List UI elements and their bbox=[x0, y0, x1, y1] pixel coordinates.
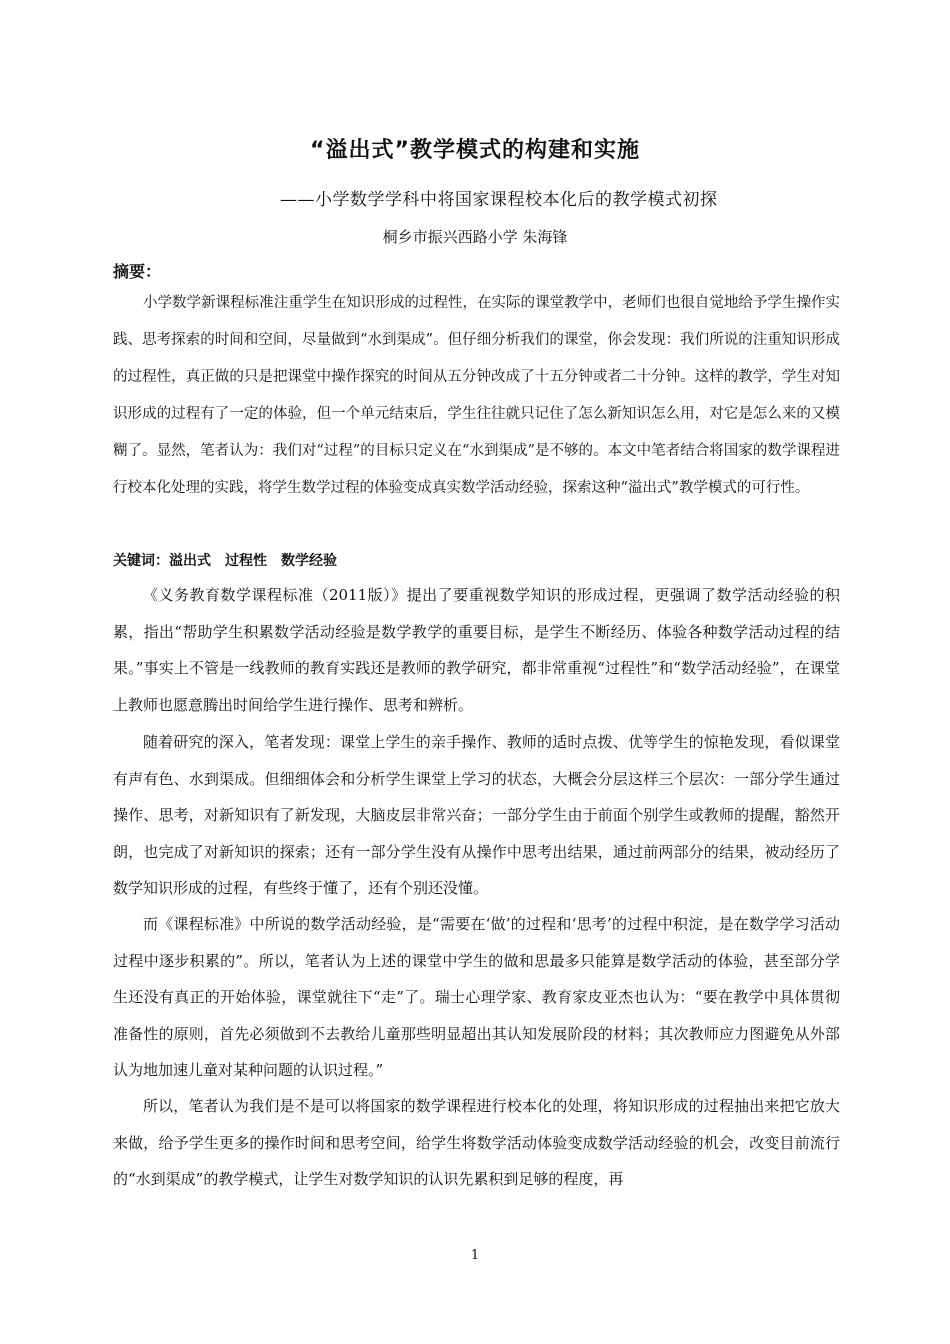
keyword: 数学经验 bbox=[281, 553, 337, 569]
document-subtitle: ——小学数学学科中将国家课程校本化后的教学模式初探 bbox=[280, 190, 718, 210]
keyword: 过程性 bbox=[225, 553, 267, 569]
body-paragraph: 《义务教育数学课程标准（2011版）》提出了要重视数学知识的形成过程，更强调了数学活动经验的积累，指出“帮助学生积累数学活动经验是数学教学的重要目标，是学生不断经历、体验各种数学活动过程的结果。”事实上不管是一线教师的教育实践还是教师的教学研究，都非常重视“过程性”和“数学活动经验”，在课堂上教师也愿意腾出时间给学生进行操作、思考和辨析。 bbox=[113, 586, 840, 714]
body-paragraph: 而《课程标准》中所说的数学活动经验，是“需要在‘做’的过程和‘思考’的过程中积淀，是在数学学习活动过程中逐步积累的”。所以，笔者认为上述的课堂中学生的做和思最多只能算是数学活动的体验，甚至部分学生还没有真正的开始体验，课堂就往下“走”了。瑞士心理学家、教育家皮亚杰也认为：“要在教学中具体贯彻准备性的原则，首先必须做到不去教给儿童那些明显超出其认知发展阶段的材料；其次教师应力图避免从外部认为地加速儿童对某种问题的认识过程。” bbox=[113, 915, 840, 1079]
abstract-heading: 摘要： bbox=[113, 262, 162, 281]
document-title: “溢出式”教学模式的构建和实施 bbox=[310, 138, 640, 163]
body-paragraph: 随着研究的深入，笔者发现：课堂上学生的亲手操作、教师的适时点拨、优等学生的惊艳发现，看似课堂有声有色、水到渠成。但细细体会和分析学生课堂上学习的状态，大概会分层这样三个层次：一部分学生通过操作、思考，对新知识有了新发现，大脑皮层非常兴奋；一部分学生由于前面个别学生或教师的提醒，豁然开朗，也完成了对新知识的探索；还有一部分学生没有从操作中思考出结果，通过前两部分的结果，被动经历了数学知识形成的过程，有些终于懂了，还有个别还没懂。 bbox=[113, 733, 840, 897]
keywords-line bbox=[113, 550, 351, 570]
page-number: 1 bbox=[470, 1248, 480, 1263]
abstract-paragraph: 小学数学新课程标准注重学生在知识形成的过程性，在实际的课堂教学中，老师们也很自觉地给予学生操作实践、思考探索的时间和空间，尽量做到“水到渠成”。但仔细分析我们的课堂，你会发现：我们所说的注重知识形成的过程性，真正做的只是把课堂中操作探究的时间从五分钟改成了十五分钟或者二十分钟。这样的教学，学生对知识形成的过程有了一定的体验，但一个单元结束后，学生往往就只记住了怎么新知识怎么用，对它是怎么来的又模糊了。显然，笔者认为：我们对“过程”的目标只定义在“水到渠成”是不够的。本文中笔者结合将国家的数学课程进行校本化处理的实践，将学生数学过程的体验变成真实数学活动经验，探索这种“溢出式”教学模式的可行性。 bbox=[113, 295, 840, 496]
author-line: 桐乡市振兴西路小学 朱海锋 bbox=[382, 228, 568, 246]
body-paragraph: 所以，笔者认为我们是不是可以将国家的数学课程进行校本化的处理，将知识形成的过程抽出来把它放大来做，给予学生更多的操作时间和思考空间，给学生将数学活动体验变成数学活动经验的机会，改变目前流行的“水到渠成”的教学模式，让学生对数学知识的认识先累积到足够的程度，再 bbox=[113, 1097, 840, 1188]
keyword: 溢出式 bbox=[169, 553, 211, 569]
keywords-label: 关键词： bbox=[113, 553, 169, 569]
